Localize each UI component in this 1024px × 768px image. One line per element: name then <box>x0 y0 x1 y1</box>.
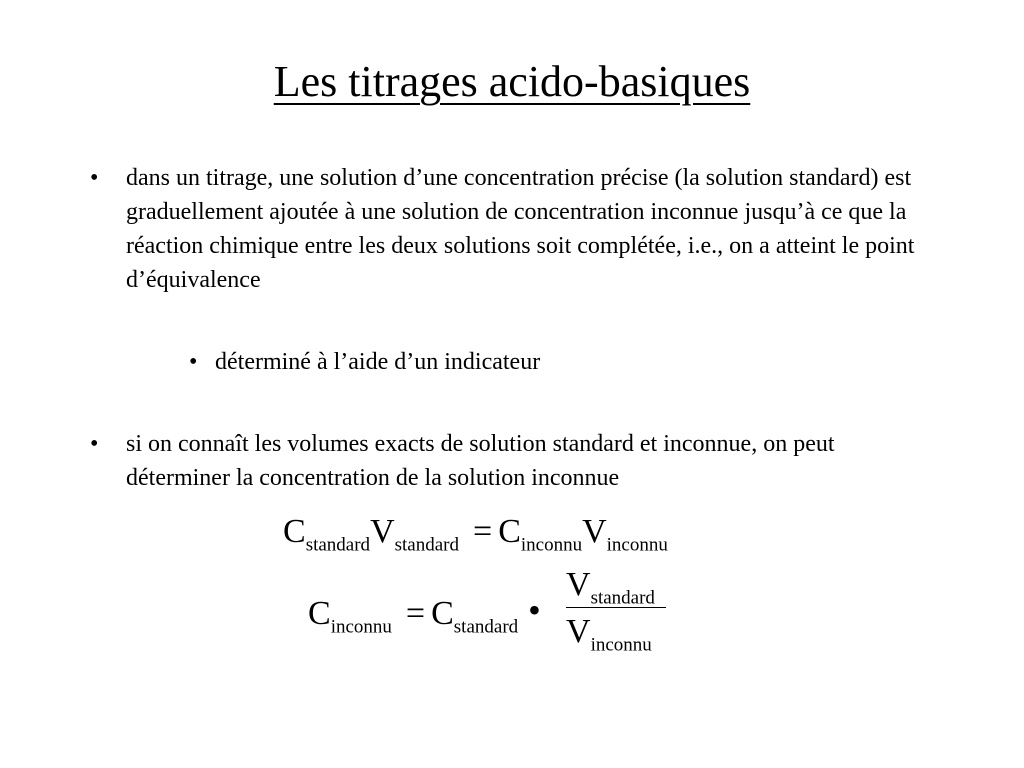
eq-symbol: C <box>283 513 306 550</box>
eq-subscript: inconnu <box>330 616 392 638</box>
eq-symbol: V <box>582 513 607 550</box>
eq-symbol: V <box>566 613 591 650</box>
fraction-numerator <box>566 565 666 609</box>
eq-symbol: C <box>431 595 454 632</box>
bullet-text: dans un titrage, une solution d’une concentration précise (la solution standard) est graduellement ajoutée à une solution de concentration inconnue jusqu’à ce que la réaction chimique entre les deux solutions soit complétée, i.e., on a atteint le point d’équivalence <box>126 165 915 293</box>
slide-title <box>0 52 1024 112</box>
eq-subscript: standard <box>394 534 459 556</box>
equation-concentration <box>308 590 551 638</box>
bullet-icon: • <box>189 349 198 375</box>
eq-subscript: inconnu <box>606 534 668 556</box>
multiply-dot: • <box>528 590 541 630</box>
eq-symbol: V <box>370 513 395 550</box>
eq-subscript: inconnu <box>520 534 583 556</box>
equals-sign: = <box>405 595 426 632</box>
eq-subscript: inconnu <box>590 634 652 656</box>
bullet-text: déterminé à l’aide d’un indicateur <box>215 349 541 375</box>
slide-title-text: Les titrages acido-basiques <box>273 57 751 106</box>
sub-bullet-item <box>189 345 689 379</box>
eq-subscript: standard <box>453 616 519 638</box>
bullet-item <box>90 427 920 495</box>
eq-subscript: standard <box>305 534 371 556</box>
eq-symbol: C <box>498 513 521 550</box>
fraction <box>566 565 666 656</box>
eq-symbol: V <box>566 566 591 603</box>
equation-volume-product <box>283 512 668 556</box>
eq-symbol: C <box>308 595 331 632</box>
eq-subscript: standard <box>590 587 655 609</box>
bullet-item <box>90 161 920 297</box>
bullet-text: si on connaît les volumes exacts de solution standard et inconnue, on peut déterminer la concentration de la solution inconnue <box>126 431 835 491</box>
bullet-icon: • <box>90 431 99 457</box>
bullet-icon: • <box>90 165 99 191</box>
equals-sign: = <box>473 513 493 550</box>
fraction-denominator <box>566 612 666 656</box>
